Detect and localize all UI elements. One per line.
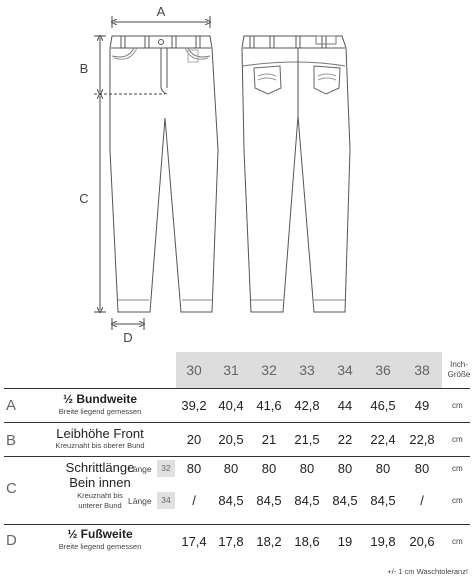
row-d-value: 17,8: [218, 534, 244, 549]
row-b-letter: B: [6, 432, 17, 449]
row-c-subtitle-line2: unterer Bund: [78, 501, 122, 510]
measure-b-c: [79, 36, 165, 312]
row-b-value: 21: [261, 432, 277, 447]
row-c-value-34: 84,5: [294, 493, 320, 508]
row-a-title: ½ Bundweite: [62, 392, 137, 406]
size-header: 38: [414, 362, 430, 378]
row-b-value: 22,4: [370, 432, 396, 447]
row-c-value-34: /: [192, 493, 196, 508]
row-d-subtitle: Breite liegend gemessen: [58, 542, 142, 551]
jeans-front-view: [110, 36, 218, 312]
row-c-title-line1: Schrittlänge: [65, 460, 135, 475]
row-d-value: 17,4: [181, 534, 207, 549]
length-label: Länge: [128, 496, 152, 506]
size-header: 31: [223, 362, 239, 378]
row-c-value-34: /: [420, 493, 424, 508]
measure-a: [112, 4, 210, 28]
row-a-subtitle: Breite liegend gemessen: [58, 407, 142, 416]
length-32-badge: 32: [157, 460, 175, 477]
row-a-letter: A: [6, 397, 17, 414]
row-a-unit: cm: [452, 401, 463, 410]
row-c-value-32: 80: [414, 461, 430, 476]
row-b-value: 22: [337, 432, 353, 447]
row-a-value: 46,5: [370, 398, 396, 413]
row-a-value: 41,6: [256, 398, 282, 413]
row-a-value: 39,2: [181, 398, 207, 413]
label-a: A: [156, 4, 166, 19]
row-a-value: 44: [337, 398, 353, 413]
inch-size-header-line2: Größe: [447, 370, 471, 379]
row-c-unit-32: cm: [452, 464, 463, 473]
row-a-value: 49: [414, 398, 430, 413]
row-b-value: 22,8: [409, 432, 435, 447]
row-c-title-line2: Bein innen: [69, 475, 131, 490]
row-divider: [4, 524, 470, 525]
row-c-value-34: 84,5: [256, 493, 282, 508]
row-b-value: 20,5: [218, 432, 244, 447]
label-b: B: [79, 61, 89, 76]
row-c-value-32: 80: [223, 461, 239, 476]
row-divider: [4, 388, 470, 389]
inch-size-header-line1: Inch-: [450, 360, 468, 369]
row-c-value-34: 84,5: [218, 493, 244, 508]
row-b-value: 20: [186, 432, 202, 447]
row-b-subtitle: Kreuznaht bis oberer Bund: [55, 441, 145, 450]
inch-size-header: [444, 360, 474, 380]
size-header: 34: [337, 362, 353, 378]
row-c-value-32: 80: [186, 461, 202, 476]
row-c-value-32: 80: [299, 461, 315, 476]
row-c-value-32: 80: [337, 461, 353, 476]
row-b-title: Leibhöhe Front: [56, 426, 144, 441]
size-table: [0, 352, 474, 579]
row-d-unit: cm: [452, 537, 463, 546]
label-c: C: [79, 191, 89, 206]
jeans-back-view: [242, 36, 350, 312]
size-header: 30: [186, 362, 202, 378]
row-c-subtitle-line1: Kreuznaht bis: [77, 491, 123, 500]
length-34-badge: 34: [157, 492, 175, 509]
row-c-letter: C: [6, 480, 17, 497]
row-c-value-32: 80: [261, 461, 277, 476]
length-label: Länge: [128, 464, 152, 474]
row-d-value: 18,6: [294, 534, 320, 549]
size-header: 33: [299, 362, 315, 378]
row-c-value-32: 80: [375, 461, 391, 476]
row-b-unit: cm: [452, 435, 463, 444]
row-a-value: 40,4: [218, 398, 244, 413]
row-d-value: 19,8: [370, 534, 396, 549]
row-d-title: ½ Fußweite: [67, 527, 133, 541]
row-c-value-34: 84,5: [370, 493, 396, 508]
row-d-value: 18,2: [256, 534, 282, 549]
size-header: 36: [375, 362, 391, 378]
row-divider: [4, 422, 470, 423]
row-d-letter: D: [6, 532, 17, 549]
measure-d: [112, 318, 144, 345]
wash-tolerance-note: +/- 1 cm Waschtoleranz!: [387, 567, 468, 576]
size-header: 32: [261, 362, 277, 378]
row-c-value-34: 84,5: [332, 493, 358, 508]
label-d: D: [123, 330, 133, 345]
row-c-unit-34: cm: [452, 496, 463, 505]
row-d-value: 19: [337, 534, 353, 549]
row-divider: [4, 456, 470, 457]
row-a-value: 42,8: [294, 398, 320, 413]
row-d-value: 20,6: [409, 534, 435, 549]
row-b-value: 21,5: [294, 432, 320, 447]
